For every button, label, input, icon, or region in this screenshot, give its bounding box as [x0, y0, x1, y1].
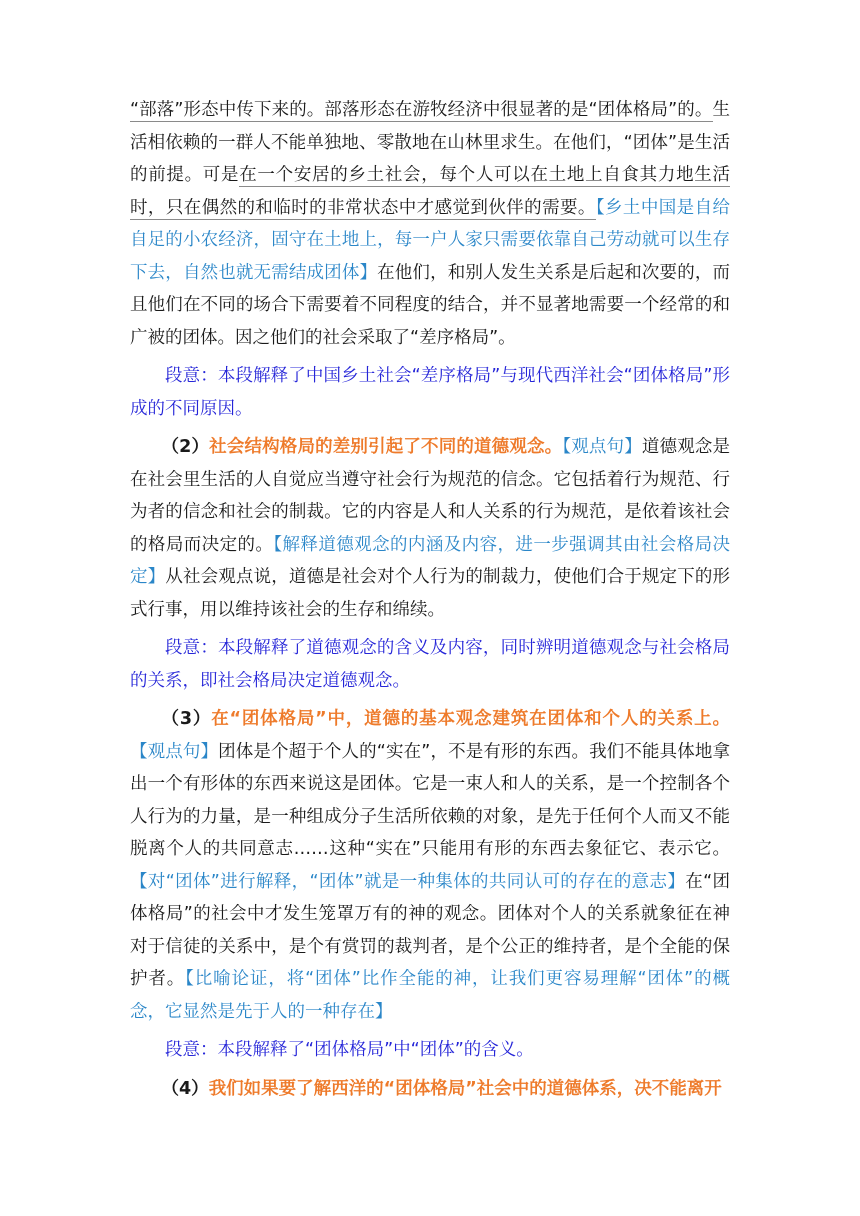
summary-text: 段意：本段解释了中国乡土社会“差序格局”与现代西洋社会“团体格局”形成的不同原因。: [130, 366, 730, 419]
paragraph-number: （2）: [161, 437, 210, 457]
summary-2: [130, 632, 730, 697]
summary-1: [130, 360, 730, 425]
document-body: [130, 94, 730, 1111]
underlined-sentence: “部落”形态中传下来的。部落形态在游牧经济中很显著的是“团体格局”的。: [130, 100, 713, 120]
paragraph-4: [130, 1073, 730, 1106]
paragraph-3: [130, 703, 730, 1028]
summary-text: 段意：本段解释了道德观念的含义及内容，同时辨明道德观念与社会格局的关系，即社会格局决定道德观念。: [130, 638, 730, 691]
body-text: 从社会观点说，道德是社会对个人行为的制裁力，使他们合于规定下的形式行事，用以维持该社会的生存和绵续。: [130, 567, 731, 620]
body-text: 道德观念是在社会里生活的人自觉应当遵守社会行为规范的信念。它包括着行为规范、行为者的信念和社会的制裁。它的内容是人和人关系的行为规范，是依着该社会的格局而决定的。: [130, 437, 731, 555]
body-text: 团体是个超于个人的“实在”，不是有形的东西。我们不能具体地拿出一个有形体的东西来说这是团体。它是一束人和人的关系，是一个控制各个人行为的力量，是一种组成分子生活所依赖的对象，是先于任何个人而又不能脱离个人的共同意志……这种“实在”只能用有形的东西去象征它、表示它。: [130, 741, 731, 859]
key-sentence: 社会结构格局的差别引起了不同的道德观念。: [209, 437, 563, 457]
paragraph-number: （4）: [161, 1078, 209, 1099]
key-sentence: 我们如果要了解西洋的“团体格局”社会中的道德体系，决不能离开: [208, 1078, 722, 1099]
body-text: 在“团体格局”的社会中才发生笼罩万有的神的观念。团体对个人的关系就象征在神对于信徒的关系中，是个有赏罚的裁判者，是个公正的维持者，是个全能的保护者。: [130, 871, 730, 989]
annotation-note: 【比喻论证，将“团体”比作全能的神，让我们更容易理解“团体”的概念，它显然是先于人的一种存在】: [130, 969, 731, 1022]
paragraph-number: （3）: [161, 709, 212, 729]
paragraph-1: [130, 94, 730, 354]
body-text: 生活相依赖的一群人不能单独地、零散地在山林里求生。在他们，“团体”是生活的前提。可是: [130, 100, 730, 185]
body-text: 在他们，和别人发生关系是后起和次要的，而且他们在不同的场合下需要着不同程度的结合，并不显著地需要一个经常的和广被的团体。因之他们的社会采取了“差序格局”。: [130, 262, 731, 348]
underlined-sentence: 在一个安居的乡土社会，每个人可以在土地上自食其力地生活时，只在偶然的和临时的非常状态中才感觉到伙伴的需要。: [130, 165, 730, 218]
key-sentence: 在“团体格局”中，道德的基本观念建筑在团体和个人的关系上。: [211, 709, 730, 729]
paragraph-2: [130, 431, 730, 626]
summary-3: [130, 1034, 730, 1067]
annotation-note: 【对“团体”进行解释，“团体”就是一种集体的共同认可的存在的意志】: [130, 871, 686, 892]
summary-text: 段意：本段解释了“团体格局”中“团体”的含义。: [165, 1040, 534, 1060]
annotation-note: 【乡土中国是自给自足的小农经济，固守在土地上，每一户人家只需要依靠自己劳动就可以生存下去，自然也就无需结成团体】: [130, 197, 731, 283]
annotation-note: 【解释道德观念的内涵及内容，进一步强调其由社会格局决定】: [130, 534, 731, 587]
annotation-note: 【观点句】: [130, 741, 219, 762]
annotation-note: 【观点句】: [562, 437, 642, 457]
